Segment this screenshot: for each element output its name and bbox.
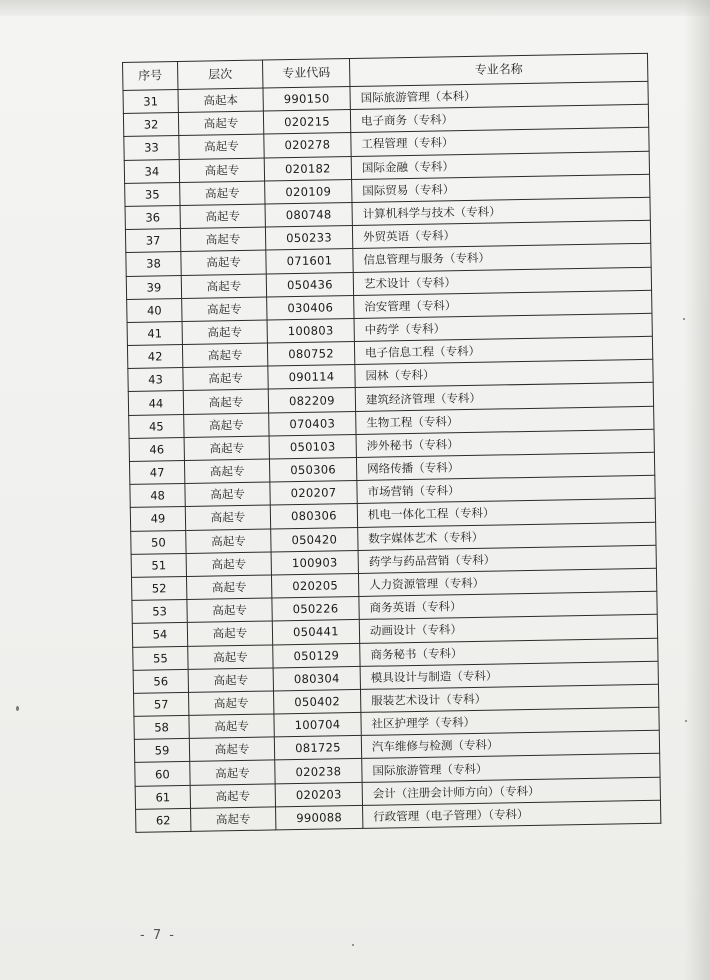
cell-major-name: 国际旅游管理（专科） [362,754,660,782]
cell-serial-number: 39 [126,275,181,299]
scan-speck [352,944,354,946]
cell-major-name: 中药学（专科） [354,313,652,341]
cell-level: 高起专 [187,621,272,646]
majors-table [122,53,661,833]
cell-level: 高起专 [186,529,271,554]
cell-major-name: 涉外秘书（专科） [356,429,654,457]
cell-level: 高起专 [182,343,267,368]
cell-major-code: 100704 [274,712,361,737]
cell-major-code: 081725 [274,736,361,761]
cell-major-name: 治安管理（专科） [354,290,652,318]
cell-serial-number: 53 [132,600,187,624]
cell-major-code: 050420 [271,527,358,552]
cell-major-code: 071601 [266,249,353,274]
cell-level: 高起专 [182,297,267,322]
cell-level: 高起专 [187,598,272,623]
cell-level: 高起专 [185,505,270,530]
cell-major-name: 商务英语（专科） [359,591,657,619]
cell-major-code: 050306 [269,457,356,482]
cell-level: 高起专 [183,366,268,391]
cell-major-name: 计算机科学与技术（专科） [352,197,650,225]
cell-level: 高起专 [182,320,267,345]
cell-major-name: 国际旅游管理（本科） [350,81,648,109]
cell-serial-number: 58 [134,715,189,739]
scan-right-edge [684,0,710,980]
cell-serial-number: 34 [124,159,179,183]
cell-level: 高起专 [184,436,269,461]
cell-major-code: 080306 [270,504,357,529]
cell-major-code: 030406 [267,295,354,320]
cell-major-name: 国际金融（专科） [351,151,649,179]
cell-level: 高起专 [188,668,273,693]
cell-major-code: 020278 [264,133,351,158]
cell-serial-number: 32 [123,113,178,137]
cell-level: 高起本 [178,88,263,113]
cell-major-name: 国际贸易（专科） [352,174,650,202]
cell-serial-number: 51 [131,553,186,577]
cell-serial-number: 38 [126,252,181,276]
cell-major-name: 工程管理（专科） [351,128,649,156]
cell-serial-number: 43 [128,368,183,392]
cell-major-code: 080748 [265,202,352,227]
cell-serial-number: 49 [130,507,185,531]
cell-major-name: 会计（注册会计师方向）（专科） [362,777,660,805]
cell-major-code: 990150 [263,87,350,112]
cell-major-code: 050103 [269,434,356,459]
header-major-name: 专业名称 [349,53,647,86]
cell-serial-number: 35 [125,182,180,206]
cell-major-code: 990088 [276,805,363,830]
cell-major-name: 外贸英语（专科） [352,220,650,248]
cell-major-code: 100803 [267,318,354,343]
cell-major-name: 汽车维修与检测（专科） [361,730,659,758]
cell-level: 高起专 [189,691,274,716]
cell-level: 高起专 [189,714,274,739]
cell-serial-number: 52 [131,576,186,600]
scan-speck [683,318,685,320]
cell-serial-number: 59 [134,739,189,763]
cell-major-code: 020182 [264,156,351,181]
cell-serial-number: 44 [128,391,183,415]
cell-major-name: 网络传播（专科） [356,452,654,480]
table-container [122,53,661,862]
cell-serial-number: 60 [135,762,190,786]
header-level: 层次 [178,60,263,89]
cell-major-code: 050129 [273,643,360,668]
cell-level: 高起专 [186,552,271,577]
cell-level: 高起专 [188,644,273,669]
cell-serial-number: 45 [129,414,184,438]
cell-major-code: 080752 [267,342,354,367]
header-major-code: 专业代码 [262,59,349,89]
cell-level: 高起专 [184,413,269,438]
cell-major-code: 020109 [265,179,352,204]
cell-major-name: 电子信息工程（专科） [354,336,652,364]
cell-major-code: 050226 [272,597,359,622]
cell-major-code: 100903 [271,550,358,575]
cell-level: 高起专 [181,274,266,299]
cell-serial-number: 61 [135,785,190,809]
cell-major-name: 动画设计（专科） [359,615,657,643]
cell-serial-number: 40 [127,298,182,322]
cell-major-code: 050441 [272,620,359,645]
cell-serial-number: 36 [125,205,180,229]
cell-serial-number: 37 [125,229,180,253]
cell-major-code: 020205 [271,573,358,598]
cell-level: 高起专 [183,389,268,414]
cell-major-name: 建筑经济管理（专科） [355,383,653,411]
cell-serial-number: 47 [129,460,184,484]
cell-level: 高起专 [190,760,275,785]
cell-level: 高起专 [190,784,275,809]
cell-serial-number: 46 [129,437,184,461]
scan-speck [16,706,19,711]
cell-serial-number: 55 [133,646,188,670]
cell-level: 高起专 [180,227,265,252]
cell-serial-number: 62 [136,808,191,832]
cell-major-name: 电子商务（专科） [350,105,648,133]
cell-level: 高起专 [186,575,271,600]
cell-major-code: 020238 [275,759,362,784]
cell-major-name: 商务秘书（专科） [360,638,658,666]
header-serial-number: 序号 [123,62,178,91]
cell-serial-number: 42 [127,345,182,369]
cell-major-name: 园林（专科） [355,360,653,388]
cell-major-name: 艺术设计（专科） [353,267,651,295]
page-number: - 7 - [140,928,176,943]
cell-major-code: 082209 [268,388,355,413]
cell-level: 高起专 [191,807,276,832]
cell-serial-number: 54 [132,623,187,647]
cell-major-code: 050233 [265,226,352,251]
cell-level: 高起专 [178,111,263,136]
cell-major-code: 090114 [268,365,355,390]
cell-level: 高起专 [180,181,265,206]
cell-major-code: 070403 [269,411,356,436]
cell-major-name: 人力资源管理（专科） [358,568,656,596]
scan-speck [685,720,687,722]
cell-level: 高起专 [180,204,265,229]
cell-serial-number: 50 [131,530,186,554]
cell-major-name: 社区护理学（专科） [361,707,659,735]
cell-level: 高起专 [181,250,266,275]
cell-level: 高起专 [189,737,274,762]
cell-serial-number: 31 [123,90,178,114]
cell-major-name: 模具设计与制造（专科） [360,661,658,689]
cell-serial-number: 56 [133,669,188,693]
cell-major-code: 050436 [266,272,353,297]
cell-level: 高起专 [179,158,264,183]
cell-major-name: 服装艺术设计（专科） [360,684,658,712]
cell-major-name: 机电一体化工程（专科） [357,499,655,527]
cell-major-name: 行政管理（电子管理）（专科） [363,800,661,828]
cell-level: 高起专 [179,134,264,159]
cell-level: 高起专 [184,459,269,484]
table-body [123,81,661,832]
cell-major-code: 020207 [270,481,357,506]
cell-major-name: 信息管理与服务（专科） [353,244,651,272]
cell-serial-number: 33 [124,136,179,160]
cell-major-name: 市场营销（专科） [357,475,655,503]
cell-major-code: 080304 [273,666,360,691]
cell-serial-number: 57 [134,692,189,716]
cell-level: 高起专 [185,482,270,507]
cell-major-name: 药学与药品营销（专科） [358,545,656,573]
scan-top-edge [0,0,710,16]
cell-major-name: 数字媒体艺术（专科） [358,522,656,550]
cell-serial-number: 41 [127,321,182,345]
cell-major-code: 020203 [275,782,362,807]
cell-major-name: 生物工程（专科） [356,406,654,434]
cell-serial-number: 48 [130,484,185,508]
cell-major-code: 020215 [263,110,350,135]
cell-major-code: 050402 [273,689,360,714]
